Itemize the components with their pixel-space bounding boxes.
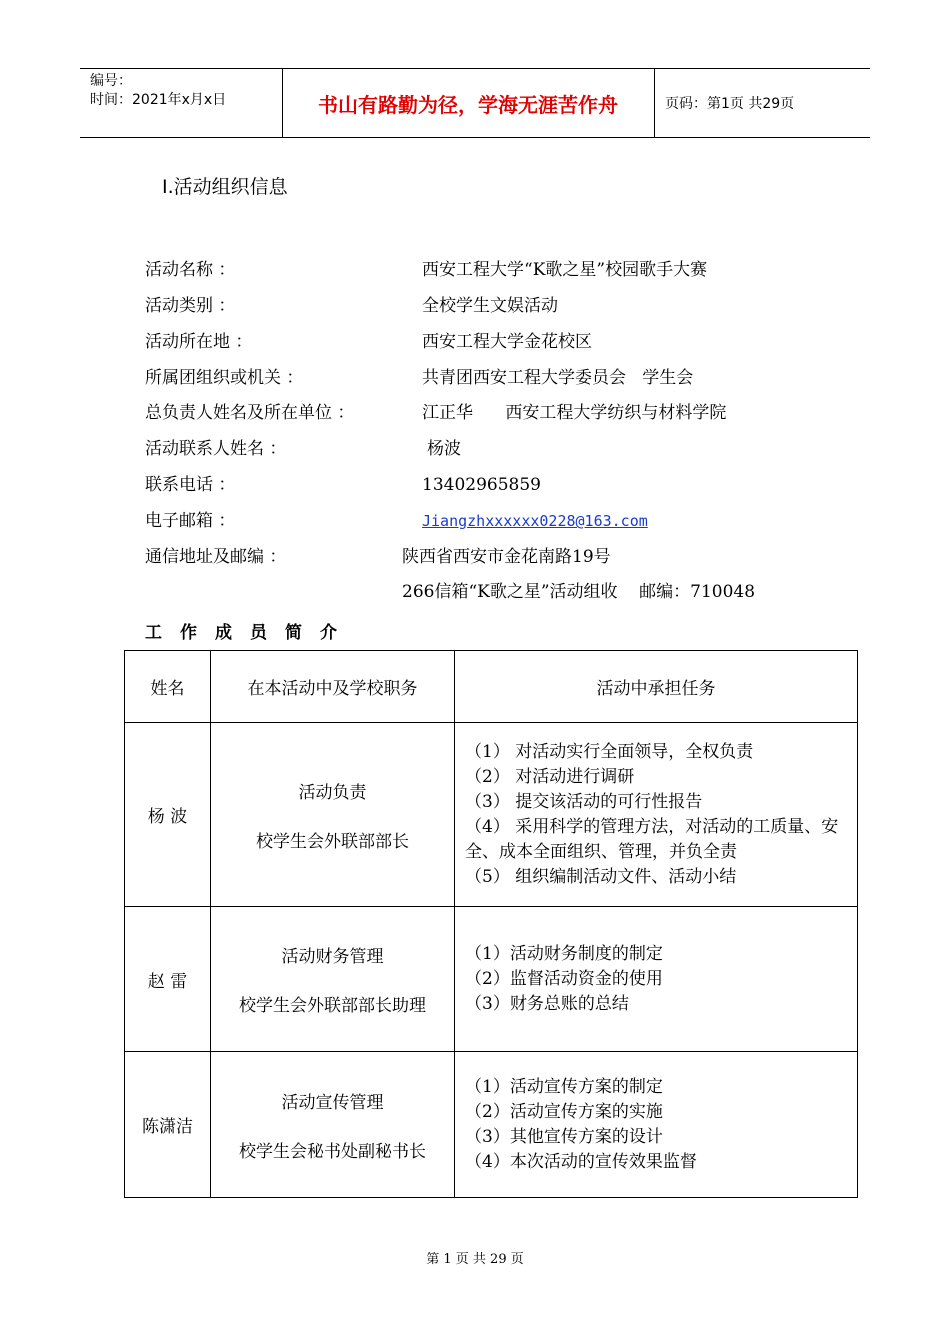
leader-label: 总负责人姓名及所在单位 ： [145, 403, 355, 423]
header-motto: 书山有路勤为径，学海无涯苦作舟 [318, 92, 618, 117]
activity-location-label: 活动所在地 ： [145, 332, 253, 352]
activity-category-value: 全校学生文娱活动 [422, 296, 558, 316]
table-row [125, 723, 858, 907]
header-meta [90, 72, 226, 110]
header-role: 在本活动中及学校职务 [211, 651, 455, 723]
section-title: Ⅰ.活动组织信息 [162, 176, 288, 198]
role-position: 校学生会外联部部长助理 [239, 996, 426, 1016]
staff-role [211, 1052, 455, 1198]
table-row [125, 907, 858, 1052]
task-item: （2）监督活动资金的使用 [465, 968, 663, 989]
staff-tasks [455, 907, 858, 1052]
task-item: （5） 组织编制活动文件、活动小结 [465, 866, 737, 887]
address-line-2: 266信箱“K歌之星”活动组收 邮编：710048 [402, 582, 756, 602]
address-label: 通信地址及邮编 ： [145, 547, 287, 567]
task-item: （3）其他宣传方案的设计 [465, 1126, 663, 1147]
page-footer: 第 1 页 共 29 页 [426, 1252, 524, 1267]
email-label: 电子邮箱 ： [145, 511, 236, 531]
task-item: （2） 对活动进行调研 [465, 766, 635, 787]
task-item: （1） 对活动实行全面领导，全权负责 [465, 741, 754, 762]
role-position: 校学生会秘书处副秘书长 [239, 1141, 426, 1162]
activity-name-value: 西安工程大学“K歌之星”校园歌手大赛 [422, 260, 708, 280]
role-title: 活动负责 [298, 782, 367, 803]
staff-table [124, 650, 858, 1198]
address-line-1: 陕西省西安市金花南路19号 [402, 547, 611, 567]
time-label: 时间：2021年x月x日 [90, 92, 227, 108]
task-item: （3） 提交该活动的可行性报告 [465, 791, 703, 812]
header-tasks: 活动中承担任务 [455, 651, 858, 723]
staff-name: 杨 波 [125, 723, 211, 907]
task-item: （1）活动财务制度的制定 [465, 943, 663, 964]
role-title: 活动宣传管理 [281, 1092, 384, 1113]
email-link[interactable]: Jiangzhxxxxxx0228@163.com [422, 512, 648, 530]
activity-location-value: 西安工程大学金花校区 [422, 332, 592, 352]
staff-role [211, 723, 455, 907]
header-divider [654, 69, 655, 137]
organization-value: 共青团西安工程大学委员会 学生会 [422, 368, 694, 388]
contact-label: 活动联系人姓名 ： [145, 439, 287, 459]
staff-tasks [455, 1052, 858, 1198]
table-header-row [125, 651, 858, 723]
activity-name-label: 活动名称 ： [145, 260, 236, 280]
header-name: 姓名 [125, 651, 211, 723]
staff-role [211, 907, 455, 1052]
task-item: （3）财务总账的总结 [465, 993, 629, 1014]
page-info: 页码：第1页 共29页 [665, 96, 795, 112]
staff-name: 赵 雷 [125, 907, 211, 1052]
role-position: 校学生会外联部部长 [256, 831, 409, 852]
staff-section-title: 工作成员简介 [145, 623, 355, 643]
contact-value: 杨波 [427, 439, 461, 459]
task-item: （4）本次活动的宣传效果监督 [465, 1151, 697, 1172]
phone-label: 联系电话 ： [145, 475, 236, 495]
number-label: 编号： [90, 73, 132, 89]
activity-category-label: 活动类别 ： [145, 296, 236, 316]
leader-value: 江正华 西安工程大学纺织与材料学院 [422, 403, 727, 423]
task-item: （2）活动宣传方案的实施 [465, 1101, 663, 1122]
page-header [80, 68, 870, 138]
staff-name: 陈潇洁 [125, 1052, 211, 1198]
task-item: （1）活动宣传方案的制定 [465, 1076, 663, 1097]
phone-value: 13402965859 [422, 475, 541, 495]
role-title: 活动财务管理 [281, 947, 384, 967]
staff-tasks [455, 723, 858, 907]
organization-label: 所属团组织或机关 ： [145, 368, 304, 388]
table-row [125, 1052, 858, 1198]
task-item: （4） 采用科学的管理方法，对活动的工质量、安全、成本全面组织、管理，并负全责 [465, 816, 839, 862]
